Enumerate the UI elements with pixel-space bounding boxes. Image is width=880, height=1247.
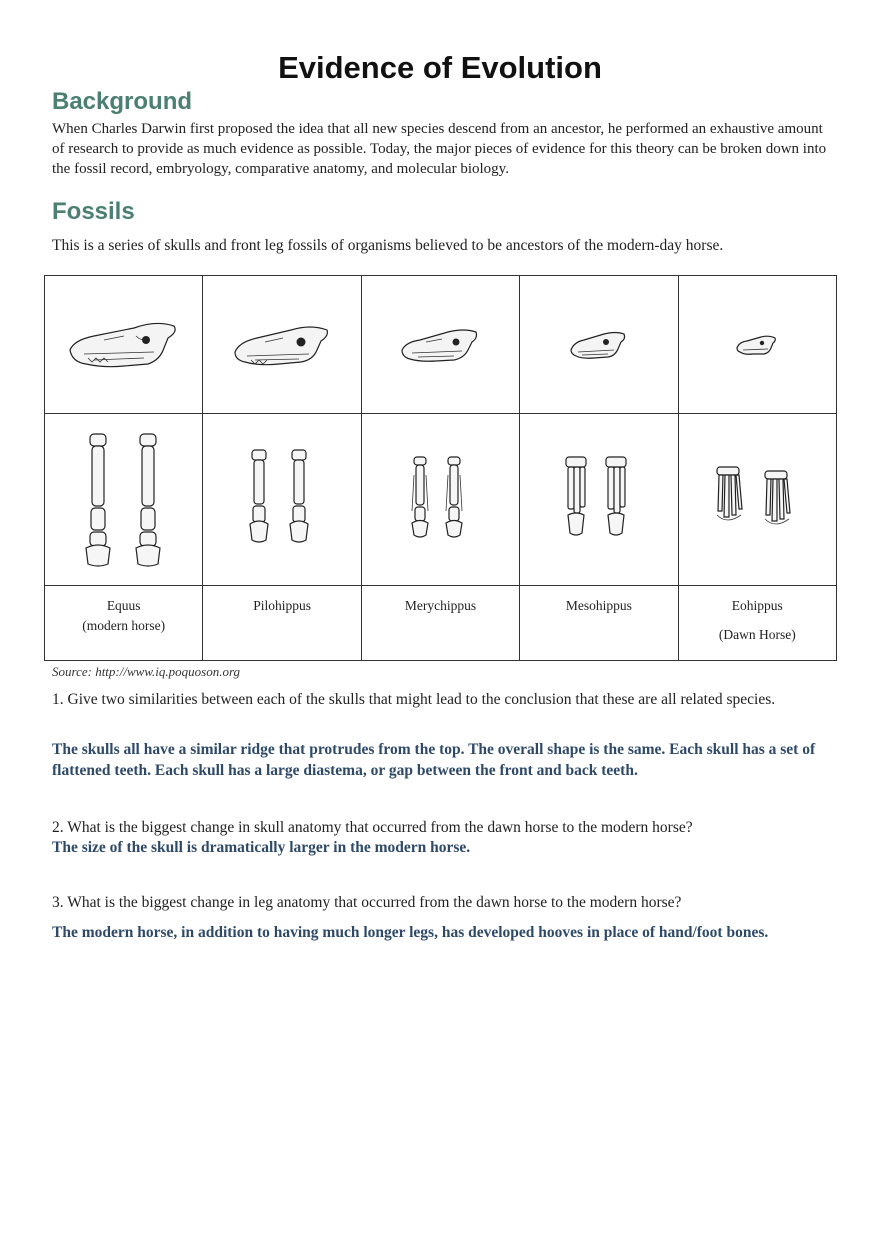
leg-cell-merychippus <box>361 414 519 586</box>
skull-cell-pilohippus <box>203 276 361 414</box>
equus-skull-image <box>64 310 184 380</box>
fossil-table <box>44 275 837 661</box>
eohippus-leg-image <box>715 465 799 535</box>
species-cell-pilohippus <box>203 586 361 661</box>
species-name: Eohippus <box>731 598 783 613</box>
species-note: (Dawn Horse) <box>718 627 796 642</box>
species-cell-eohippus <box>678 586 836 661</box>
species-cell-mesohippus <box>520 586 678 661</box>
answer-3: The modern horse, in addition to having much longer legs, has developed hooves in place of hand/foot bones. <box>52 924 769 941</box>
equus-leg-image <box>76 430 172 570</box>
mesohippus-leg-image <box>562 455 636 545</box>
pilohippus-leg-image <box>244 448 320 552</box>
leg-cell-equus <box>45 414 203 586</box>
species-name: Merychippus <box>404 598 477 613</box>
species-name: Equus <box>106 598 141 613</box>
leg-cell-mesohippus <box>520 414 678 586</box>
leg-cell-pilohippus <box>203 414 361 586</box>
skull-cell-mesohippus <box>520 276 678 414</box>
merychippus-skull-image <box>398 320 482 370</box>
species-cell-equus <box>45 586 203 661</box>
leg-row <box>45 414 837 586</box>
answer-1: The skulls all have a similar ridge that protrudes from the top. The overall shape is the same. Each skull has a set of flattened teeth. Each skull has a large diastema, or gap between the front and back teeth. <box>52 741 816 779</box>
question-1: 1. Give two similarities between each of the skulls that might lead to the conclusion that these are all related species. <box>52 691 776 708</box>
mesohippus-skull-image <box>568 324 630 366</box>
page-title: Evidence of Evolution <box>278 50 602 85</box>
fossils-heading: Fossils <box>52 198 135 225</box>
fossils-intro: This is a series of skulls and front leg fossils of organisms believed to be ancestors of the modern-day horse. <box>52 237 724 254</box>
species-name: Pilohippus <box>253 598 311 613</box>
species-note: (modern horse) <box>82 618 166 633</box>
pilohippus-skull-image <box>229 314 335 376</box>
answer-2: The size of the skull is dramatically larger in the modern horse. <box>52 839 471 856</box>
eohippus-skull-image <box>735 330 779 360</box>
skull-row <box>45 276 837 414</box>
skull-cell-merychippus <box>361 276 519 414</box>
species-name: Mesohippus <box>565 598 632 613</box>
background-heading: Background <box>52 88 193 115</box>
merychippus-leg-image <box>408 455 472 545</box>
background-text: When Charles Darwin first proposed the idea that all new species descend from an ancestor, he performed an exhaustive amount of research to provide as much evidence as possible. Today, the major pieces of evidence for this theory can be broken down into the fossil record, embryology, comparative anatomy, and molecular biology. <box>52 121 827 177</box>
skull-cell-equus <box>45 276 203 414</box>
leg-cell-eohippus <box>678 414 836 586</box>
name-row <box>45 586 837 661</box>
question-2: 2. What is the biggest change in skull anatomy that occurred from the dawn horse to the modern horse? <box>52 819 693 836</box>
skull-cell-eohippus <box>678 276 836 414</box>
source-citation: Source: http://www.iq.poquoson.org <box>52 664 241 679</box>
question-3: 3. What is the biggest change in leg anatomy that occurred from the dawn horse to the modern horse? <box>52 894 682 911</box>
species-cell-merychippus <box>361 586 519 661</box>
